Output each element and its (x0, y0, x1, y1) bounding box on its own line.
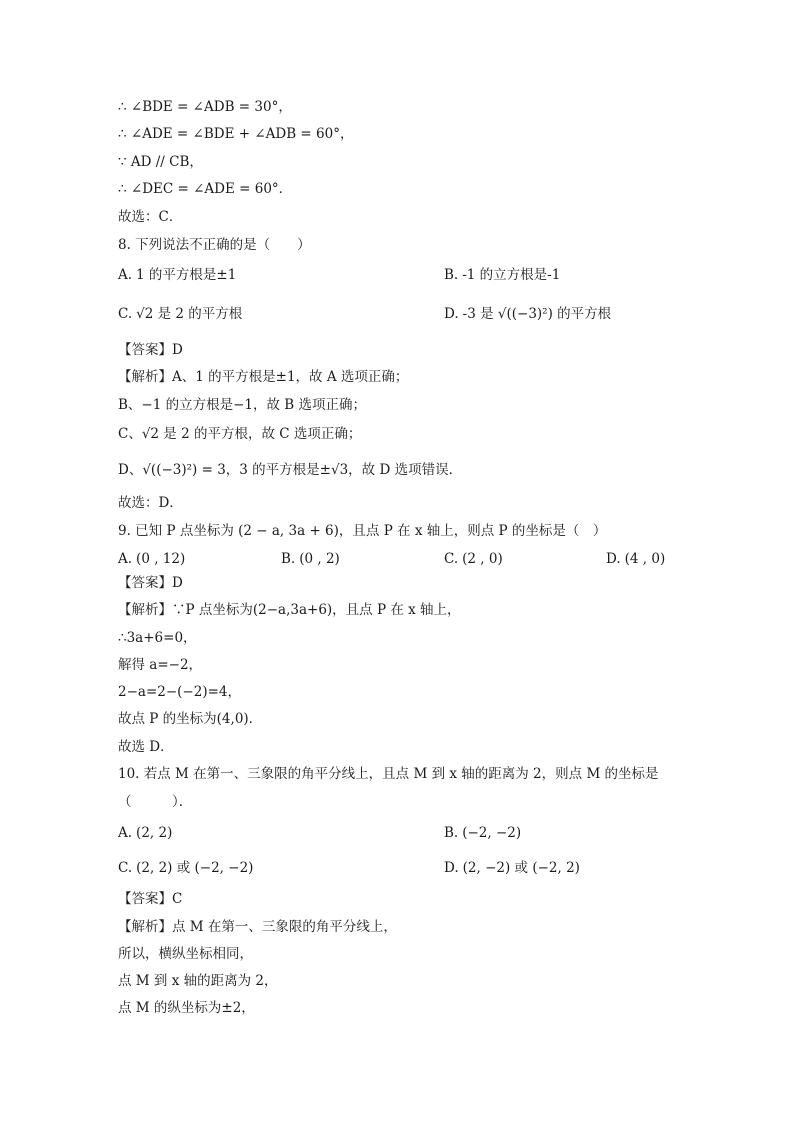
q10-option-c (118, 859, 253, 877)
option-text: (0 , 2) (299, 551, 340, 567)
question-10-stem-cont: （ ）． (118, 794, 193, 810)
q10-answer: 【答案】C (118, 891, 183, 907)
q8-option-a (118, 266, 236, 284)
q10-analysis-line: 【解析】点 M 在第一、三象限的角平分线上， (118, 919, 397, 935)
q10-option-d (444, 859, 580, 877)
q10-analysis-line: 点 M 的纵坐标为±2， (118, 1000, 255, 1016)
text-line: ∴ ∠BDE = ∠ADB = 30°， (118, 99, 292, 115)
option-text: √2 是 2 的平方根 (136, 306, 243, 322)
q8-analysis-line: 【解析】A、1 的平方根是±1，故 A 选项正确； (118, 369, 409, 385)
option-label: C. (118, 860, 133, 876)
q9-option-a (118, 550, 185, 568)
q8-option-d (444, 305, 611, 323)
option-label: B. (444, 267, 459, 283)
option-label: A. (118, 267, 133, 283)
q10-option-a (118, 824, 172, 842)
option-text: -3 是 √((−3)²) 的平方根 (462, 306, 612, 322)
option-label: D. (444, 860, 459, 876)
q9-analysis-line: 2−a=2−(−2)=4， (118, 684, 241, 700)
q10-analysis-line: 点 M 到 x 轴的距离为 2， (118, 973, 278, 989)
option-label: A. (118, 551, 133, 567)
option-label: C. (118, 306, 133, 322)
q9-option-b (281, 550, 340, 568)
option-label: D. (444, 306, 459, 322)
q9-answer: 【答案】D (118, 575, 183, 591)
option-label: D. (606, 551, 621, 567)
q8-answer: 【答案】D (118, 342, 183, 358)
q9-analysis-line: 故点 P 的坐标为(4,0)． (118, 711, 263, 727)
q8-analysis-line: C、√2 是 2 的平方根，故 C 选项正确； (118, 426, 362, 442)
question-10-stem: 10. 若点 M 在第一、三象限的角平分线上，且点 M 到 x 轴的距离为 2，则点 M 的坐标是 (118, 766, 659, 782)
option-text: (2, −2) 或 (−2, 2) (462, 860, 580, 876)
option-label: C. (444, 551, 459, 567)
option-text: (2, 2) (136, 825, 173, 841)
question-9-stem: 9. 已知 P 点坐标为 (2 − a, 3a + 6)，且点 P 在 x 轴上，则点 P 的坐标是（ ） (118, 523, 607, 539)
question-8-stem: 8. 下列说法不正确的是（ ） (118, 237, 311, 253)
text-line: 故选：C． (118, 209, 183, 225)
text-line: ∴ ∠ADE = ∠BDE + ∠ADB = 60°， (118, 126, 354, 142)
q9-analysis-line: 解得 a=−2， (118, 657, 203, 673)
q9-analysis-line: 【解析】∵P 点坐标为(2−a,3a+6)，且点 P 在 x 轴上， (118, 602, 461, 618)
q9-option-d (606, 550, 665, 568)
q8-option-b (444, 266, 560, 284)
q8-option-c (118, 305, 242, 323)
option-text: (−2, −2) (462, 825, 522, 841)
q9-analysis-line: 故选 D． (118, 739, 174, 755)
option-text: (2, 2) 或 (−2, −2) (136, 860, 254, 876)
option-text: (0 , 12) (136, 551, 186, 567)
option-text: (4 , 0) (624, 551, 666, 567)
q8-analysis-line: 故选：D． (118, 495, 183, 511)
option-label: B. (444, 825, 459, 841)
option-text: 1 的平方根是±1 (136, 267, 237, 283)
q9-option-c (444, 550, 503, 568)
text-line: ∵ AD // CB， (118, 154, 203, 170)
q10-analysis-line: 所以，横纵坐标相同， (118, 946, 253, 962)
q10-option-b (444, 824, 521, 842)
option-text: -1 的立方根是-1 (462, 267, 561, 283)
q8-analysis-line: B、−1 的立方根是−1，故 B 选项正确； (118, 397, 367, 413)
q8-analysis-line: D、√((−3)²) = 3，3 的平方根是±√3，故 D 选项错误． (118, 462, 463, 478)
option-text: (2 , 0) (462, 551, 503, 567)
text-line: ∴ ∠DEC = ∠ADE = 60°． (118, 181, 293, 197)
option-label: B. (281, 551, 296, 567)
option-label: A. (118, 825, 133, 841)
q9-analysis-line: ∴3a+6=0， (118, 630, 197, 646)
